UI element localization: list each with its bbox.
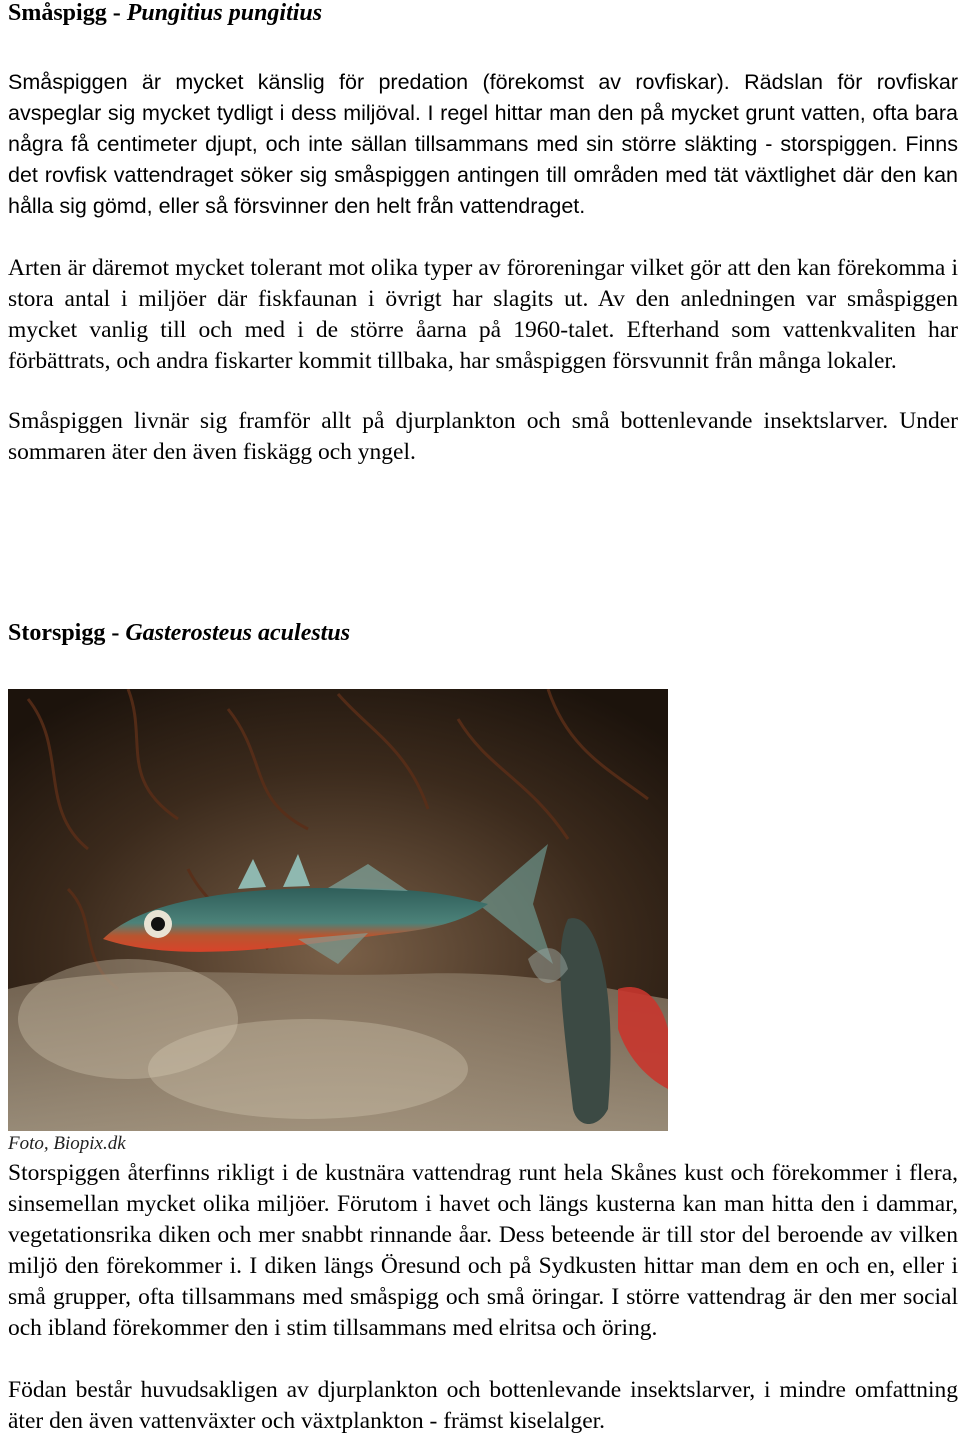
photo-caption: Foto, Biopix.dk <box>8 1133 126 1154</box>
paragraph-smaspigg-tolerance: Arten är däremot mycket tolerant mot olika typer av föroreningar vilket gör att den kan förekomma i stora antal i miljöer där fiskfaunan i övrigt har slagits ut. Av den anledningen var småspiggen mycket vanlig till och med i de större åarna på 1960-talet. Efterhand som vattenkvaliten har förbättrats, och andra fiskarter kommit tillbaka, har småspiggen försvunnit från många lokaler. <box>8 255 958 374</box>
paragraph-smaspigg-diet: Småspiggen livnär sig framför allt på djurplankton och små bottenlevande insektslarver. Under sommaren äter den även fiskägg och yngel. <box>8 408 958 465</box>
section-title-storspigg <box>8 620 350 647</box>
section-title-smaspigg <box>8 0 322 27</box>
paragraph-storspigg-diet: Födan består huvudsakligen av djurplankton och bottenlevande insektslarver, i mindre omfattning äter den även vattenväxter och växtplankton - främst kiselalger. <box>8 1377 958 1434</box>
stickleback-photo-illustration <box>8 689 668 1131</box>
pebble-shape <box>148 1019 468 1119</box>
title-latin-name: Pungitius pungitius <box>126 0 323 26</box>
title-latin-name: Gasterosteus aculestus <box>125 620 351 646</box>
title-plain: Småspigg - <box>8 0 127 26</box>
paragraph-storspigg-habitat: Storspiggen återfinns rikligt i de kustnära vattendrag runt hela Skånes kust och förekommer i flera, sinsemellan mycket olika miljöer. Förutom i havet och längs kusterna kan man hitta den i dammar, vegetationsrika diken och mer snabbt rinnande åar. Dess beteende är till stor del beroende av vilken miljö den förekommer i. I diken längs Öresund och på Sydkusten hittar man dem en och en, eller i små grupper, ofta tillsammans med småspigg och små öringar. I större vattendrag är den mer social och ibland förekommer den i stim tillsammans med elritsa och öring. <box>8 1160 958 1341</box>
paragraph-smaspigg-predation: Småspiggen är mycket känslig för predation (förekomst av rovfiskar). Rädslan för rovfiskar avspeglar sig mycket tydligt i dess miljöval. I regel hittar man den på mycket grunt vatten, ofta bara några få centimeter djupt, och inte sällan tillsammans med sin större släkting - storspiggen. Finns det rovfisk vattendraget söker sig småspiggen antingen till områden med tät växtlighet där den kan hålla sig gömd, eller så försvinner den helt från vattendraget. <box>8 70 958 218</box>
fish-photo <box>8 689 668 1131</box>
title-plain: Storspigg - <box>8 620 126 646</box>
